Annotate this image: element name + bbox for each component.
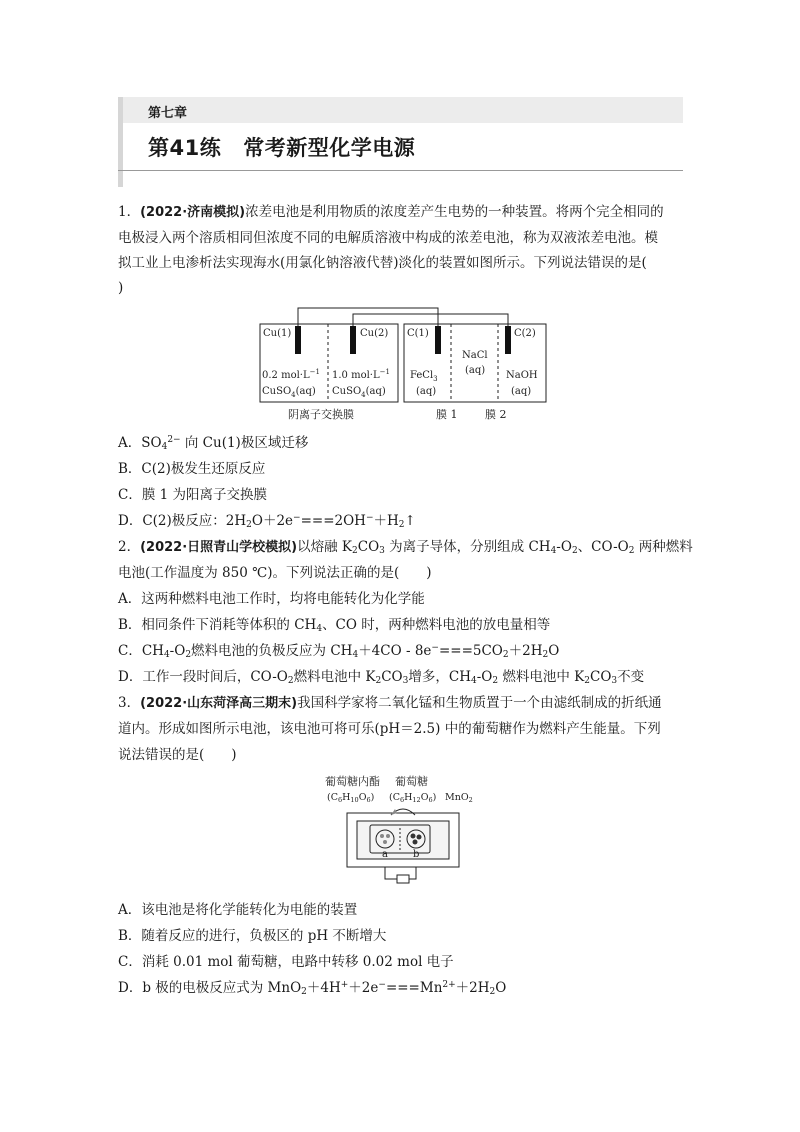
q3-figure-paper-battery: [325, 773, 475, 893]
label-cu1: Cu(1): [263, 328, 292, 339]
electrode-c2: [505, 326, 511, 354]
arrow-head: [391, 809, 397, 815]
wire-cu1-c1: [298, 308, 438, 326]
q2-option-a: A．这两种燃料电池工作时，均将电能转化为化学能: [118, 591, 425, 607]
title-divider: [118, 170, 683, 171]
label-nacl: NaCl: [462, 350, 488, 361]
label-glucono-lactone: 葡萄糖内酯: [325, 775, 380, 788]
q2-source: (2022·日照青山学校模拟): [140, 540, 298, 555]
electrode-cu2: [350, 326, 356, 354]
q3-stem-line-3: 说法错误的是( ): [118, 747, 237, 763]
label-glucose: 葡萄糖: [395, 775, 428, 788]
electrode-c1: [435, 326, 441, 354]
formula-lactone: $(C_6H_{10}O_6)$: [327, 792, 375, 804]
q2-stem-line-2: 电池(工作温度为 850 ℃)。下列说法正确的是( ): [118, 565, 432, 581]
q1-source: (2022·济南模拟): [140, 205, 246, 220]
q3-option-a: A．该电池是将化学能转化为电能的装置: [118, 902, 358, 918]
label-a: a: [382, 849, 388, 860]
label-fecl3-aq: (aq): [416, 386, 437, 397]
label-fecl3: FeCl$_3$: [410, 370, 438, 383]
formula-glucose: $(C_6H_{12}O_6)$: [389, 792, 437, 804]
q1-stem-line-1: 1．(2022·济南模拟)浓差电池是利用物质的浓度差产生电势的一种装置。将两个完全相同的: [118, 204, 664, 220]
label-cuso4-1: CuSO$_4$(aq): [262, 386, 316, 399]
q1-option-b: B．C(2)极发生还原反应: [118, 461, 266, 477]
q1-figure-concentration-cell: [258, 298, 548, 433]
external-wire-right: [409, 867, 416, 879]
q1-option-c: C．膜 1 为阳离子交换膜: [118, 487, 268, 503]
formula-mno2: MnO$_2$: [445, 792, 473, 804]
label-naoh-aq: (aq): [511, 386, 532, 397]
page-title: [148, 132, 415, 162]
label-naoh: NaOH: [506, 370, 538, 381]
q3-stem-line-2: 道内。形成如图所示电池，该电池可将可乐(pH＝2.5) 中的葡萄糖作为燃料产生能量。下列: [118, 721, 661, 737]
title-number: 第41练: [148, 136, 222, 160]
label-conc2: 1.0 $mol\cdot L^{-1}$: [332, 368, 390, 381]
label-cuso4-2: CuSO$_4$(aq): [332, 386, 386, 399]
q2-option-b: B．相同条件下消耗等体积的 $CH_4$、CO 时，两种燃料电池的放电量相等: [118, 617, 551, 634]
q1-stem-line-3: 拟工业上电渗析法实现海水(用氯化钠溶液代替)淡化的装置如图所示。下列说法错误的是(: [118, 255, 647, 271]
q1-stem-line-4: ): [118, 280, 124, 296]
title-text: 常考新型化学电源: [243, 136, 416, 160]
label-b: b: [413, 849, 420, 860]
q1-option-a: A．$SO_4^{2-}$ 向 Cu(1)极区域迁移: [118, 435, 309, 452]
label-c1: C(1): [407, 328, 429, 339]
q3-option-d: D．b 极的电极反应式为 $MnO_2+4H^++2e^-===Mn^{2+}+2H_2O$: [118, 980, 507, 997]
q3-option-b: B．随着反应的进行，负极区的 pH 不断增大: [118, 928, 387, 944]
q3-stem-line-1: 3．(2022·山东菏泽高三期末)我国科学家将二氧化锰和生物质置于一个由滤纸制成的折纸通: [118, 695, 662, 711]
label-c2: C(2): [514, 328, 536, 339]
label-nacl-aq: (aq): [465, 365, 486, 376]
external-wire-left: [385, 867, 397, 879]
label-membrane1: 膜 1: [436, 408, 458, 421]
electrode-cu1: [295, 326, 301, 354]
q2-option-d: D．工作一段时间后，$CO-O_2$燃料电池中 $K_2CO_3$增多，$CH_4-O_2$ 燃料电池中 $K_2CO_3$不变: [118, 669, 645, 686]
chapter-label: 第七章: [148, 106, 188, 121]
load-resistor: [397, 875, 409, 883]
label-anion-membrane: 阴离子交换膜: [288, 408, 354, 421]
q2-option-c: C．$CH_4-O_2$燃料电池的负极反应为 $CH_4+4CO - 8e^-===5CO_2+2H_2O$: [118, 643, 560, 660]
label-cu2: Cu(2): [360, 328, 389, 339]
q3-source: (2022·山东菏泽高三期末): [140, 696, 298, 711]
label-conc1: 0.2 $mol\cdot L^{-1}$: [262, 368, 320, 381]
chapter-accent-bar: [118, 97, 123, 187]
chapter-band: [118, 97, 683, 123]
q1-stem-line-2: 电极浸入两个溶质相同但浓度不同的电解质溶液中构成的浓差电池，称为双液浓差电池。模: [118, 230, 658, 246]
q1-option-d: D．C(2)极反应：$2H_2O+2e^-===2OH^-+H_2↑$: [118, 513, 416, 530]
label-membrane2: 膜 2: [485, 408, 507, 421]
q2-stem-line-1: 2．(2022·日照青山学校模拟)以熔融 $K_2CO_3$ 为离子导体，分别组成 $CH_4-O_2$、$CO-O_2$ 两种燃料: [118, 539, 693, 556]
q3-option-c: C．消耗 0.01 mol 葡萄糖，电路中转移 0.02 mol 电子: [118, 954, 454, 970]
